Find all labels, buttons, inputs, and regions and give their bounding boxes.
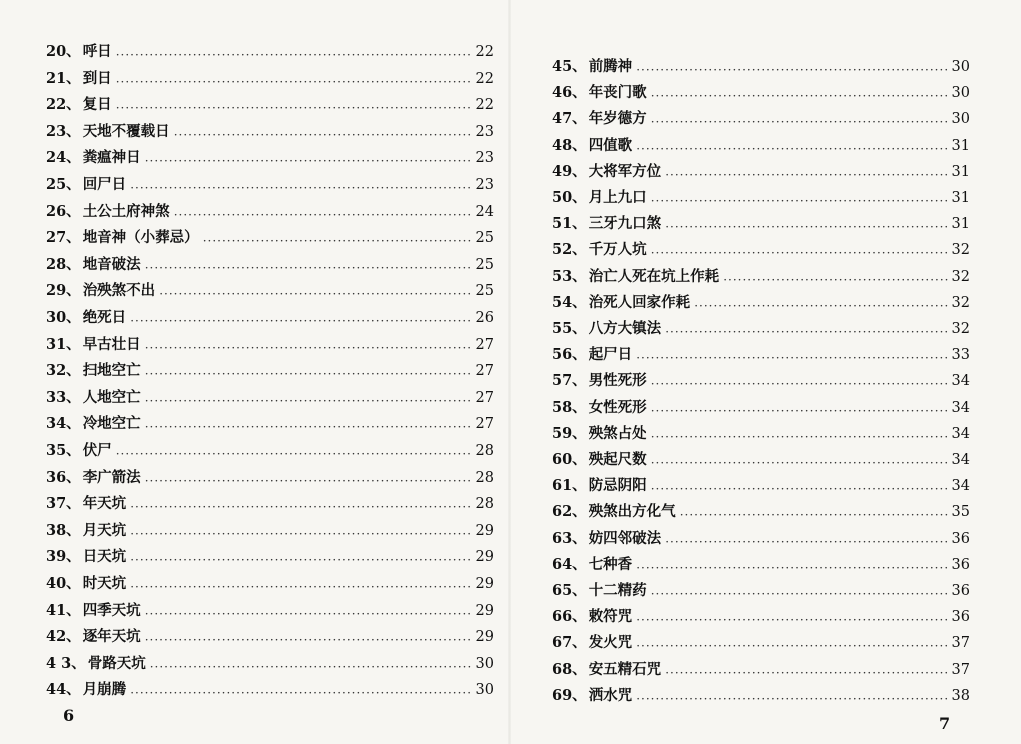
entry-number: 62、 — [552, 503, 587, 521]
toc-entry — [46, 306, 494, 330]
dot-leader — [130, 525, 472, 543]
entry-title: 安五精石咒 — [588, 660, 662, 678]
dot-leader — [651, 87, 949, 105]
entry-page-number: 36 — [951, 609, 970, 626]
entry-page-number: 25 — [475, 283, 494, 300]
toc-entry — [46, 279, 494, 303]
dot-leader — [665, 323, 948, 341]
entry-number: 37、 — [46, 495, 81, 513]
entry-page-number: 29 — [475, 629, 494, 646]
toc-entry — [552, 448, 970, 472]
dot-leader — [174, 126, 473, 144]
entry-title: 年天坑 — [82, 495, 127, 513]
entry-number: 45、 — [552, 58, 587, 75]
page-number-left: 6 — [63, 706, 75, 725]
toc-entry — [46, 40, 494, 64]
toc-entry — [552, 631, 970, 655]
dot-leader — [203, 232, 473, 250]
entry-page-number: 32 — [951, 268, 970, 285]
entry-page-number: 29 — [475, 549, 494, 566]
toc-entry — [46, 146, 494, 170]
entry-number: 54、 — [552, 293, 587, 311]
entry-title: 回尸日 — [82, 176, 127, 193]
dot-leader — [665, 664, 948, 682]
toc-list-right — [510, 0, 1021, 744]
toc-entry — [552, 238, 970, 262]
dot-leader — [651, 192, 949, 210]
entry-title: 地音神（小葬忌） — [82, 229, 199, 247]
toc-entry — [552, 605, 970, 629]
entry-number: 39、 — [46, 548, 81, 566]
dot-leader — [636, 690, 948, 708]
entry-title: 月天坑 — [82, 521, 127, 539]
entry-number: 40、 — [46, 575, 81, 592]
entry-page-number: 30 — [951, 59, 970, 75]
entry-number: 47、 — [552, 110, 587, 128]
entry-page-number: 27 — [475, 336, 494, 353]
dot-leader — [130, 551, 472, 569]
dot-leader — [651, 480, 949, 498]
entry-number: 25、 — [46, 176, 81, 193]
dot-leader — [723, 271, 948, 289]
dot-leader — [145, 392, 473, 410]
entry-number: 27、 — [46, 229, 81, 247]
dot-leader — [636, 611, 948, 629]
entry-title: 治亡人死在坑上作耗 — [588, 267, 720, 285]
entry-number: 48、 — [552, 136, 587, 154]
entry-number: 32、 — [46, 362, 81, 380]
entry-number: 56、 — [552, 346, 587, 364]
entry-number: 33、 — [46, 388, 81, 406]
entry-number: 30、 — [46, 309, 81, 326]
entry-page-number: 23 — [475, 150, 494, 167]
dot-leader — [145, 631, 473, 649]
entry-number: 50、 — [552, 189, 587, 206]
dot-leader — [636, 140, 948, 158]
toc-entry — [46, 120, 494, 144]
entry-page-number: 30 — [951, 111, 970, 128]
entry-title: 大将军方位 — [588, 162, 662, 180]
entry-number: 55、 — [552, 320, 587, 337]
entry-number: 57、 — [552, 372, 587, 390]
entry-title: 年丧门歌 — [588, 84, 647, 102]
entry-page-number: 28 — [475, 469, 494, 486]
entry-page-number: 32 — [951, 321, 970, 337]
entry-title: 七种香 — [588, 555, 633, 573]
toc-entry — [552, 317, 970, 341]
entry-title: 千万人坑 — [588, 241, 647, 259]
dot-leader — [651, 375, 949, 393]
entry-title: 到日 — [82, 69, 112, 87]
entry-number: 53、 — [552, 267, 587, 285]
dot-leader — [116, 73, 473, 91]
dot-leader — [665, 533, 948, 551]
entry-title: 天地不覆载日 — [82, 122, 170, 140]
toc-entry — [46, 200, 494, 224]
entry-number: 20、 — [46, 43, 81, 60]
entry-title: 粪瘟神日 — [82, 149, 141, 167]
entry-page-number: 29 — [475, 576, 494, 592]
right-page — [510, 0, 1021, 744]
dot-leader — [694, 297, 948, 315]
entry-title: 治殃煞不出 — [82, 282, 156, 300]
toc-entry — [46, 625, 494, 649]
toc-entry — [552, 55, 970, 79]
entry-number: 28、 — [46, 255, 81, 273]
dot-leader — [651, 585, 949, 603]
entry-page-number: 22 — [475, 97, 494, 114]
entry-title: 殃煞出方化气 — [588, 503, 676, 521]
entry-title: 绝死日 — [82, 309, 127, 326]
toc-entry — [46, 93, 494, 117]
entry-title: 人地空亡 — [82, 388, 141, 406]
entry-title: 妨四邻破法 — [588, 529, 662, 547]
dot-leader — [651, 244, 949, 262]
entry-number: 67、 — [552, 634, 587, 652]
toc-entry — [46, 439, 494, 463]
entry-page-number: 32 — [951, 294, 970, 311]
entry-number: 61、 — [552, 477, 587, 495]
entry-page-number: 28 — [475, 443, 494, 459]
dot-leader — [130, 498, 472, 516]
entry-number: 68、 — [552, 660, 587, 678]
entry-title: 冷地空亡 — [82, 415, 141, 433]
toc-entry — [46, 519, 494, 543]
dot-leader — [130, 179, 472, 197]
entry-number: 64、 — [552, 555, 587, 573]
dot-leader — [145, 339, 473, 357]
toc-entry — [46, 173, 494, 197]
entry-title: 年岁德方 — [588, 110, 647, 128]
entry-title: 伏尸 — [82, 442, 112, 459]
entry-title: 三牙九口煞 — [588, 215, 662, 233]
toc-entry — [46, 67, 494, 91]
dot-leader — [651, 454, 949, 472]
entry-number: 24、 — [46, 149, 81, 167]
entry-number: 66、 — [552, 608, 587, 626]
toc-entry — [552, 291, 970, 315]
toc-entry — [46, 359, 494, 383]
dot-leader — [130, 684, 472, 702]
entry-title: 早古壮日 — [82, 335, 141, 353]
entry-number: 60、 — [552, 451, 587, 468]
entry-number: 42、 — [46, 628, 81, 646]
entry-page-number: 34 — [951, 399, 970, 416]
toc-entry — [552, 500, 970, 524]
entry-title: 呼日 — [82, 43, 112, 60]
entry-number: 52、 — [552, 241, 587, 259]
toc-entry — [46, 412, 494, 436]
entry-title: 地音破法 — [82, 255, 141, 273]
entry-page-number: 37 — [951, 661, 970, 678]
dot-leader — [130, 578, 472, 596]
dot-leader — [145, 472, 473, 490]
entry-page-number: 37 — [951, 635, 970, 652]
entry-title: 男性死形 — [588, 372, 647, 390]
entry-title: 日天坑 — [82, 548, 127, 566]
entry-title: 女性死形 — [588, 398, 647, 416]
entry-page-number: 25 — [475, 256, 494, 273]
entry-page-number: 34 — [951, 452, 970, 468]
entry-page-number: 32 — [951, 242, 970, 259]
toc-entry — [552, 160, 970, 184]
dot-leader — [145, 605, 473, 623]
toc-entry — [552, 396, 970, 420]
toc-entry — [552, 527, 970, 551]
entry-page-number: 26 — [475, 310, 494, 326]
entry-number: 4 3、 — [46, 654, 86, 672]
entry-page-number: 25 — [475, 230, 494, 247]
entry-title: 四季天坑 — [82, 601, 141, 619]
entry-title: 土公土府神煞 — [82, 202, 170, 220]
entry-page-number: 31 — [951, 216, 970, 233]
toc-entry — [552, 107, 970, 131]
entry-number: 49、 — [552, 162, 587, 180]
entry-page-number: 30 — [475, 682, 494, 699]
entry-title: 时天坑 — [82, 575, 127, 592]
entry-number: 31、 — [46, 335, 81, 353]
entry-number: 36、 — [46, 468, 81, 486]
dot-leader — [665, 166, 948, 184]
entry-number: 65、 — [552, 582, 587, 599]
dot-leader — [145, 418, 473, 436]
entry-page-number: 35 — [951, 504, 970, 521]
entry-number: 44、 — [46, 681, 81, 699]
entry-page-number: 34 — [951, 478, 970, 495]
entry-title: 逐年天坑 — [82, 628, 141, 646]
entry-page-number: 22 — [475, 44, 494, 60]
dot-leader — [636, 61, 948, 79]
entry-page-number: 34 — [951, 373, 970, 390]
toc-entry — [46, 386, 494, 410]
entry-title: 月崩腾 — [82, 681, 127, 699]
entry-page-number: 36 — [951, 530, 970, 547]
dot-leader — [150, 658, 473, 676]
dot-leader — [665, 218, 948, 236]
toc-entry — [552, 343, 970, 367]
toc-entry — [552, 81, 970, 105]
entry-title: 殃煞占处 — [588, 424, 647, 442]
dot-leader — [116, 99, 473, 117]
toc-entry — [46, 253, 494, 277]
entry-page-number: 30 — [951, 85, 970, 102]
entry-number: 23、 — [46, 122, 81, 140]
dot-leader — [651, 402, 949, 420]
toc-entry — [552, 369, 970, 393]
entry-page-number: 22 — [475, 70, 494, 87]
toc-entry — [552, 134, 970, 158]
entry-page-number: 38 — [951, 687, 970, 704]
entry-number: 69、 — [552, 686, 587, 704]
dot-leader — [116, 445, 473, 463]
toc-entry — [46, 226, 494, 250]
toc-entry — [552, 265, 970, 289]
toc-entry — [552, 579, 970, 603]
entry-page-number: 23 — [475, 123, 494, 140]
entry-title: 李广箭法 — [82, 468, 141, 486]
dot-leader — [636, 349, 948, 367]
entry-title: 四值歌 — [588, 136, 633, 154]
dot-leader — [636, 559, 948, 577]
toc-entry — [552, 684, 970, 708]
entry-page-number: 36 — [951, 583, 970, 599]
entry-page-number: 31 — [951, 163, 970, 180]
entry-number: 35、 — [46, 442, 81, 459]
toc-entry — [552, 474, 970, 498]
entry-title: 八方大镇法 — [588, 320, 662, 337]
toc-entry — [46, 492, 494, 516]
toc-entry — [46, 599, 494, 623]
entry-title: 扫地空亡 — [82, 362, 141, 380]
entry-page-number: 30 — [475, 655, 494, 672]
entry-title: 敕符咒 — [588, 608, 633, 626]
entry-title: 洒水咒 — [588, 686, 633, 704]
entry-title: 起尸日 — [588, 346, 633, 364]
dot-leader — [651, 428, 949, 446]
entry-page-number: 34 — [951, 425, 970, 442]
dot-leader — [680, 506, 949, 524]
entry-title: 十二精药 — [588, 582, 647, 599]
entry-number: 46、 — [552, 84, 587, 102]
toc-entry — [552, 186, 970, 210]
dot-leader — [130, 312, 472, 330]
entry-page-number: 27 — [475, 363, 494, 380]
entry-title: 防忌阴阳 — [588, 477, 647, 495]
dot-leader — [145, 152, 473, 170]
left-page — [0, 0, 510, 744]
entry-number: 21、 — [46, 69, 81, 87]
entry-number: 51、 — [552, 215, 587, 233]
dot-leader — [174, 206, 473, 224]
entry-number: 34、 — [46, 415, 81, 433]
toc-entry — [46, 652, 494, 676]
entry-title: 发火咒 — [588, 634, 633, 652]
entry-page-number: 29 — [475, 522, 494, 539]
entry-page-number: 23 — [475, 177, 494, 193]
entry-number: 59、 — [552, 424, 587, 442]
dot-leader — [651, 113, 949, 131]
entry-number: 29、 — [46, 282, 81, 300]
toc-entry — [552, 212, 970, 236]
entry-title: 骨路天坑 — [87, 654, 146, 672]
toc-entry — [552, 553, 970, 577]
entry-page-number: 31 — [951, 137, 970, 154]
entry-number: 26、 — [46, 202, 81, 220]
entry-title: 殃起尺数 — [588, 451, 647, 468]
entry-page-number: 29 — [475, 602, 494, 619]
entry-number: 63、 — [552, 529, 587, 547]
entry-page-number: 24 — [475, 203, 494, 220]
toc-entry — [552, 658, 970, 682]
entry-title: 治死人回家作耗 — [588, 293, 691, 311]
toc-entry — [46, 545, 494, 569]
entry-number: 41、 — [46, 601, 81, 619]
toc-entry — [46, 678, 494, 702]
entry-number: 22、 — [46, 96, 81, 114]
entry-page-number: 27 — [475, 389, 494, 406]
toc-entry — [46, 466, 494, 490]
entry-title: 复日 — [82, 96, 112, 114]
entry-title: 月上九口 — [588, 189, 647, 206]
dot-leader — [145, 259, 473, 277]
entry-page-number: 27 — [475, 416, 494, 433]
toc-entry — [46, 333, 494, 357]
entry-page-number: 28 — [475, 496, 494, 513]
toc-list-left — [0, 0, 510, 744]
page-number-right: 7 — [939, 714, 951, 733]
entry-title: 前腾神 — [588, 58, 633, 75]
dot-leader — [116, 46, 473, 64]
entry-number: 38、 — [46, 521, 81, 539]
entry-number: 58、 — [552, 398, 587, 416]
dot-leader — [636, 637, 948, 655]
entry-page-number: 33 — [951, 347, 970, 364]
toc-entry — [552, 422, 970, 446]
toc-entry — [46, 572, 494, 596]
entry-page-number: 36 — [951, 556, 970, 573]
dot-leader — [159, 285, 472, 303]
dot-leader — [145, 365, 473, 383]
entry-page-number: 31 — [951, 190, 970, 206]
